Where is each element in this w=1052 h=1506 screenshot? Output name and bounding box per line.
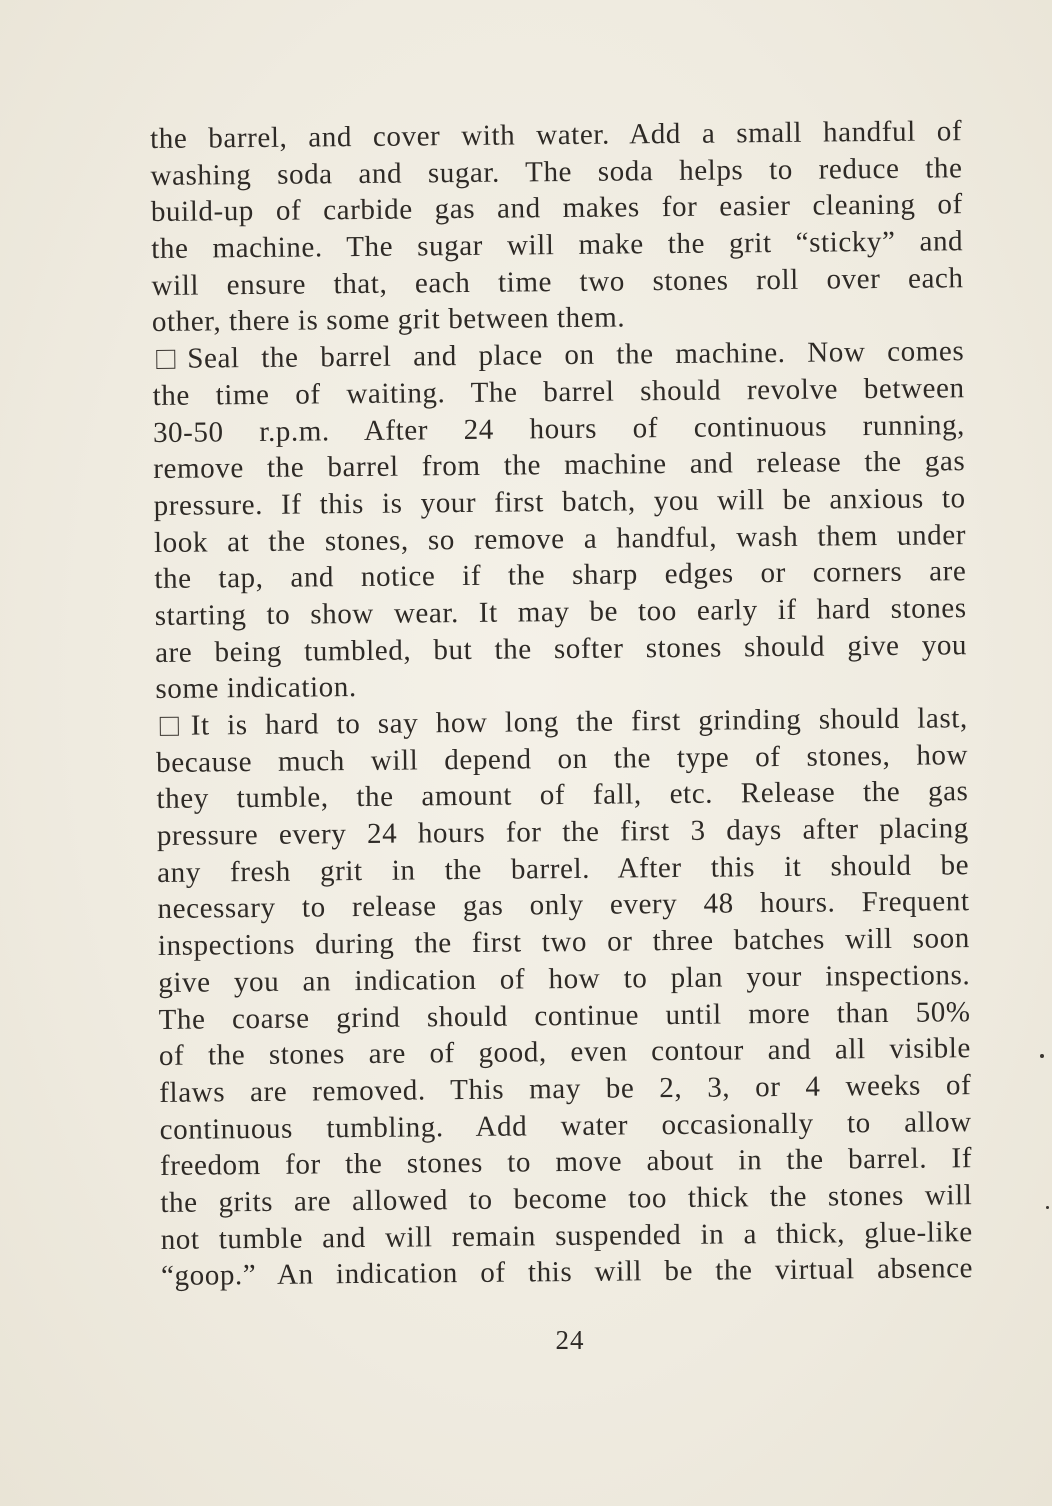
text-line: the tap, and notice if the sharp edges or corners are (154, 555, 967, 596)
text-line: build-up of carbide gas and makes for easier cleaning of (150, 188, 963, 229)
text-line: some indication. (155, 671, 357, 706)
text-line: starting to show wear. It may be too early if hard stones (154, 592, 967, 632)
checkbox-bullet-icon (156, 350, 175, 369)
text-line: of the stones are of good, even contour and all visible (158, 1032, 972, 1073)
text-line: the time of waiting. The barrel should revolve between (152, 372, 965, 412)
text-line: pressure every 24 hours for the first 3 days after placing (156, 812, 969, 853)
print-speck (1040, 1054, 1044, 1058)
text-line: The coarse grind should continue until more than 50% (158, 995, 971, 1036)
text-line: the machine. The sugar will make the grit “sticky” and (151, 225, 964, 266)
text-line: the barrel, and cover with water. Add a small handful of (150, 115, 963, 155)
text-line: are being tumbled, but the softer stones should give you (154, 628, 968, 669)
text-line: give you an indication of how to plan your inspections. (158, 958, 971, 999)
text-line: because much will depend on the type of stones, how (156, 738, 969, 779)
text-line: 30-50 r.p.m. After 24 hours of continuous running, (152, 408, 966, 449)
text-line: It is hard to say how long the first grinding should last, (190, 702, 968, 742)
text-line: look at the stones, so remove a handful, wash them under (153, 518, 967, 559)
text-line: “goop.” An indication of this will be the virtual absence (160, 1252, 974, 1293)
text-line: Seal the barrel and place on the machine. Now comes (187, 335, 965, 375)
checkbox-bullet-icon (160, 717, 179, 736)
text-line: washing soda and sugar. The soda helps to reduce the (150, 151, 963, 192)
text-line: remove the barrel from the machine and release the gas (153, 445, 966, 486)
print-speck (1046, 1206, 1049, 1209)
text-line: necessary to release gas only every 48 hours. Frequent (157, 885, 970, 926)
body-text (150, 113, 973, 1295)
text-line: inspections during the first two or three batches will soon (157, 922, 971, 963)
text-line: pressure. If this is your first batch, you will be anxious to (153, 482, 966, 522)
text-line: freedom for the stones to move about in the barrel. If (159, 1142, 973, 1183)
text-line: the grits are allowed to become too thick the stones will (160, 1179, 973, 1219)
text-line: continuous tumbling. Add water occasionally to allow (159, 1105, 972, 1146)
page-number: 24 (555, 1325, 585, 1355)
text-line: not tumble and will remain suspended in a thick, glue-like (160, 1215, 973, 1256)
text-line: any fresh grit in the barrel. After this it should be (157, 848, 970, 889)
text-line: they tumble, the amount of fall, etc. Release the gas (156, 775, 969, 816)
text-line: flaws are removed. This may be 2, 3, or 4 weeks of (159, 1069, 972, 1109)
text-line: will ensure that, each time two stones roll over each (151, 261, 964, 302)
text-line: other, there is some grit between them. (151, 301, 626, 339)
